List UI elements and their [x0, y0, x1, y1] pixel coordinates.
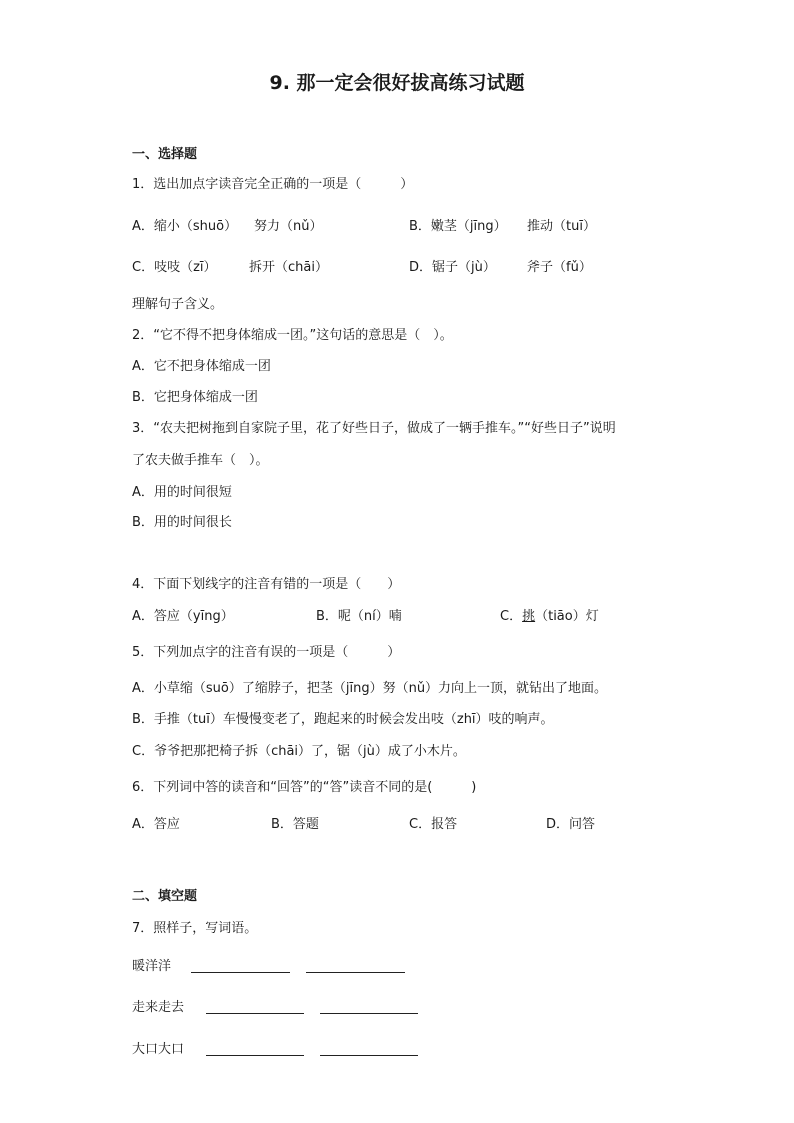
q1-option-b2: 推动（tuī）: [527, 219, 596, 234]
q1-option-a1: A．缩小（shuō）: [132, 219, 238, 234]
q7-blank-2b[interactable]: [320, 1013, 418, 1014]
q2-stem: 2．“它不得不把身体缩成一团。”这句话的意思是（ ）。: [132, 328, 453, 343]
q7-example-1: 暖洋洋: [132, 959, 172, 974]
q3-option-b: B．用的时间很长: [132, 515, 232, 530]
page-title: 9. 那一定会很好拔高练习试题: [269, 72, 525, 94]
group-label: 理解句子含义。: [132, 297, 224, 312]
q1-stem: 1．选出加点字读音完全正确的一项是（ ）: [132, 177, 414, 192]
q7-example-3: 大口大口: [132, 1042, 185, 1057]
q1-option-c2: 拆开（chāi）: [249, 260, 328, 275]
q4-option-b: B．呢（ní）喃: [316, 609, 402, 624]
q5-option-c: C．爷爷把那把椅子拆（chāi）了，锯（jù）成了小木片。: [132, 744, 466, 759]
q1-option-c1: C．吱吱（zī）: [132, 260, 217, 275]
q1-option-d1: D．锯子（jù）: [409, 260, 496, 275]
q7-blank-2a[interactable]: [206, 1013, 304, 1014]
q6-option-c: C．报答: [409, 817, 458, 832]
q7-blank-3b[interactable]: [320, 1055, 418, 1056]
q7-blank-1a[interactable]: [191, 972, 290, 973]
q4-option-a: A．答应（yīng）: [132, 609, 234, 624]
q2-option-a: A．它不把身体缩成一团: [132, 359, 271, 374]
q7-example-2: 走来走去: [132, 1000, 185, 1015]
q6-stem: 6．下列词中答的读音和“回答”的“答”读音不同的是( ): [132, 780, 477, 795]
q4-stem: 4．下面下划线字的注音有错的一项是（ ）: [132, 577, 401, 592]
q4-option-c-prefix: C．: [500, 609, 523, 624]
q4-option-c-underlined-char: 挑: [522, 609, 536, 624]
q1-option-a2: 努力（nǔ）: [254, 219, 323, 234]
q4-option-c: [500, 609, 599, 625]
q1-option-d2: 斧子（fǔ）: [527, 260, 592, 275]
section-heading-fill: 二、填空题: [132, 889, 198, 904]
q1-option-b1: B．嫩茎（jīng）: [409, 219, 507, 234]
q4-option-c-suffix: （tiāo）灯: [535, 609, 599, 624]
section-heading-choice: 一、选择题: [132, 147, 198, 162]
q2-option-b: B．它把身体缩成一团: [132, 390, 258, 405]
q7-blank-3a[interactable]: [206, 1055, 304, 1056]
q6-option-b: B．答题: [271, 817, 319, 832]
q5-option-b: B．手推（tuī）车慢慢变老了，跑起来的时候会发出吱（zhī）吱的响声。: [132, 712, 554, 727]
q6-option-a: A．答应: [132, 817, 180, 832]
q5-stem: 5．下列加点字的注音有误的一项是（ ）: [132, 645, 401, 660]
q3-stem-line2: 了农夫做手推车（ ）。: [132, 453, 269, 468]
q3-option-a: A．用的时间很短: [132, 485, 232, 500]
q7-stem: 7．照样子，写词语。: [132, 921, 258, 936]
q7-blank-1b[interactable]: [306, 972, 405, 973]
q5-option-a: A．小草缩（suō）了缩脖子，把茎（jīng）努（nǔ）力向上一顶，就钻出了地面。: [132, 681, 608, 696]
q3-stem-line1: 3．“农夫把树拖到自家院子里，花了好些日子，做成了一辆手推车。”“好些日子”说明: [132, 421, 616, 436]
q6-option-d: D．问答: [546, 817, 596, 832]
